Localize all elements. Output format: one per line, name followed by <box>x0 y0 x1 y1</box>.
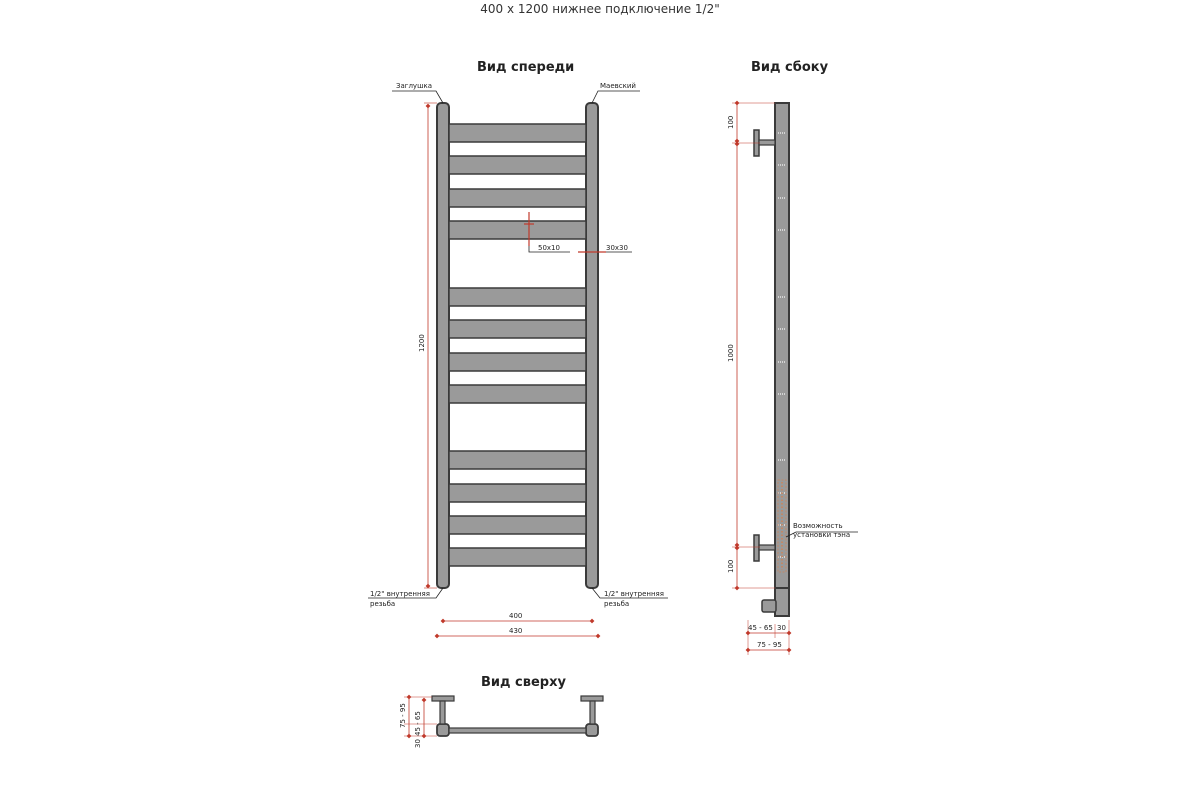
top-depth-inner-label: 45 - 65 <box>414 711 422 736</box>
top-rung <box>449 728 586 733</box>
side-view <box>732 103 858 655</box>
width-400-label: 400 <box>509 612 523 620</box>
front-rung <box>449 288 586 306</box>
front-rungs <box>449 124 586 566</box>
inner-thread-left-label-1: 1/2" внутренняя <box>370 590 430 598</box>
front-rung <box>449 353 586 371</box>
heater-label-1: Возможность <box>793 522 843 530</box>
front-rung <box>449 516 586 534</box>
front-left-post <box>437 103 449 588</box>
front-rung <box>449 320 586 338</box>
side-1000-label: 1000 <box>727 344 735 362</box>
top-left-post <box>437 724 449 736</box>
heater-label-2: установки тэна <box>793 531 851 539</box>
front-view-title: Вид спереди <box>477 60 575 75</box>
mayevsky-label: Маевский <box>600 82 636 90</box>
plug-label: Заглушка <box>396 82 432 90</box>
front-rung <box>449 124 586 142</box>
front-rung <box>449 189 586 207</box>
side-post <box>775 103 789 588</box>
mayevsky-leader <box>592 91 640 103</box>
front-rung <box>449 484 586 502</box>
height-dim-label: 1200 <box>418 334 426 352</box>
side-bottom-bracket <box>754 535 775 561</box>
front-view <box>368 91 668 636</box>
top-view <box>404 696 603 736</box>
rung-section-label: 50x10 <box>538 244 560 252</box>
top-right-post <box>586 724 598 736</box>
inner-thread-right-label-1: 1/2" внутренняя <box>604 590 664 598</box>
front-right-post <box>586 103 598 588</box>
post-section-label: 30x30 <box>606 244 628 252</box>
front-rung <box>449 385 586 403</box>
top-depth-post-label: 30 <box>414 739 422 748</box>
top-depth-outer-label: 75 - 95 <box>399 703 407 728</box>
width-430-label: 430 <box>509 627 523 635</box>
top-view-title: Вид сверху <box>481 675 566 690</box>
drawing-title: 400 x 1200 нижнее подключение 1/2" <box>480 2 720 16</box>
front-rung <box>449 221 586 239</box>
front-rung <box>449 156 586 174</box>
side-depth-large-label: 75 - 95 <box>757 641 782 649</box>
side-view-title: Вид сбоку <box>751 60 829 75</box>
front-rung <box>449 451 586 469</box>
inner-thread-right-label-2: резьба <box>604 600 630 608</box>
side-bottom-connector <box>762 588 789 616</box>
plug-leader <box>392 91 443 103</box>
front-rung <box>449 548 586 566</box>
side-top-100-label: 100 <box>727 115 735 129</box>
side-bottom-100-label: 100 <box>727 559 735 573</box>
side-depth-extra-label: 30 <box>777 624 786 632</box>
side-depth-small-label: 45 - 65 <box>748 624 773 632</box>
inner-thread-left-label-2: резьба <box>370 600 396 608</box>
